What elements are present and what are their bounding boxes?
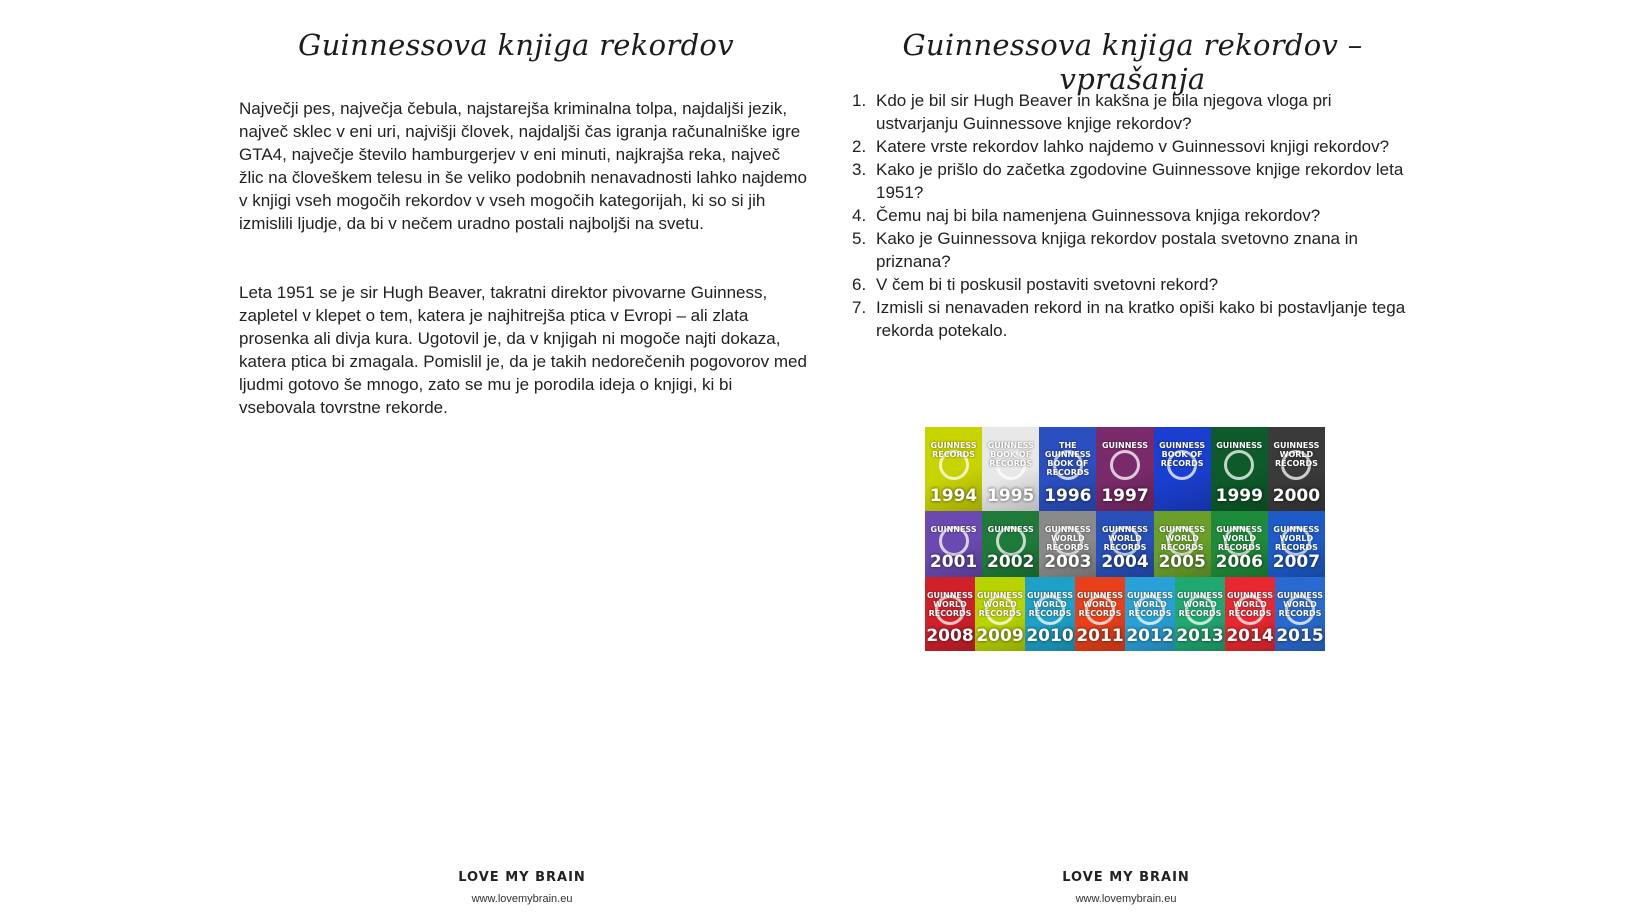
cover-title: GUINNESS WORLD RECORDS (976, 591, 1024, 618)
question-item (852, 204, 1412, 227)
right-page-title: Guinnessova knjiga rekordov – vprašanja (902, 28, 1363, 96)
cover-title: GUINNESS WORLD RECORDS (1276, 591, 1324, 618)
cover-title: THE GUINNESS BOOK OF RECORDS (1044, 441, 1091, 477)
cover-year: 2004 (1101, 552, 1149, 572)
book-cover (925, 577, 976, 651)
question-number: 5. (852, 229, 867, 248)
cover-title: GUINNESS WORLD RECORDS (1159, 525, 1206, 552)
cover-title: GUINNESS BOOK OF RECORDS (987, 441, 1034, 468)
cover-year: 2003 (1044, 552, 1092, 572)
footer-website: www.lovemybrain.eu (471, 893, 573, 905)
cover-title: GUINNESS WORLD RECORDS (926, 591, 974, 618)
question-text: Izmisli si nenavaden rekord in na kratko opiši kako bi postavljanje tega rekorda potekalo. (876, 298, 1406, 340)
question-number: 1. (852, 91, 867, 110)
book-cover (1125, 577, 1176, 651)
question-text: Kdo je bil sir Hugh Beaver in kakšna je bila njegova vloga pri ustvarjanju Guinnessove knjige rekordov? (876, 91, 1332, 133)
cover-title: GUINNESS WORLD RECORDS (1026, 591, 1074, 618)
cover-year: 1999 (1215, 486, 1263, 506)
question-number: 4. (852, 206, 867, 225)
book-cover (1025, 577, 1076, 651)
cover-title: GUINNESS WORLD RECORDS (1126, 591, 1174, 618)
footer-brand-logo: LOVE MY BRAIN (458, 870, 586, 885)
left-page (232, 0, 810, 920)
question-item (852, 227, 1412, 273)
cover-year: 2015 (1276, 626, 1324, 646)
question-text: Katere vrste rekordov lahko najdemo v Guinnessovi knjigi rekordov? (876, 137, 1390, 156)
book-cover (1075, 577, 1126, 651)
cover-year: 2007 (1272, 552, 1321, 572)
cover-year: 2010 (1026, 626, 1074, 646)
question-item (852, 158, 1412, 204)
question-number: 6. (852, 275, 867, 294)
cover-year: 1997 (1101, 486, 1149, 506)
cover-title: GUINNESS WORLD RECORDS (1176, 591, 1224, 618)
cover-title: GUINNESS WORLD RECORDS (1216, 525, 1263, 552)
question-item (852, 89, 1412, 135)
left-footer (432, 870, 612, 906)
cover-year: 2014 (1226, 626, 1274, 646)
question-text: Kako je Guinnessova knjiga rekordov postala svetovno znana in priznana? (876, 229, 1358, 271)
cover-title: GUINNESS (1101, 441, 1149, 450)
question-text: Čemu naj bi bila namenjena Guinnessova knjiga rekordov? (876, 206, 1321, 225)
question-item (852, 273, 1412, 296)
question-number: 2. (852, 137, 867, 156)
right-footer (1036, 870, 1216, 906)
cover-year: 2001 (929, 552, 978, 572)
cover-year: 2009 (976, 626, 1024, 646)
question-number: 3. (852, 160, 867, 179)
cover-title: GUINNESS WORLD RECORDS (1226, 591, 1274, 618)
book-cover (1096, 511, 1154, 578)
cover-year: 2005 (1158, 552, 1206, 572)
book-cover (1225, 577, 1276, 651)
book-cover (925, 427, 983, 512)
cover-year: 2006 (1215, 552, 1263, 572)
intro-paragraph: Največji pes, največja čebula, najstarejša kriminalna tolpa, najdaljši jezik, največ sklec v eni uri, najvišji človek, najdaljši čas igranja računalniške igre GTA4, največje število hamburgerjev v eni minuti, najkrajša reka, največ žlic na človeškem telesu in še veliko podobnih nenavadnosti lahko najdemo v knjigi vseh mogočih rekordov v vseh mogočih kategorijah, ki so si jih izmislili ljudje, da bi v nečem uradno postali najboljši na svetu. (239, 99, 807, 233)
book-cover (925, 511, 983, 578)
cover-title: GUINNESS WORLD RECORDS (1076, 591, 1124, 618)
cover-emblem (1224, 450, 1254, 480)
cover-year: 2000 (1272, 486, 1321, 506)
cover-year: 2012 (1126, 626, 1174, 646)
right-page (845, 0, 1420, 920)
book-cover (1268, 511, 1325, 578)
cover-year: 1994 (929, 486, 978, 506)
book-cover (1039, 427, 1097, 512)
book-cover (1275, 577, 1325, 651)
cover-title: GUINNESS WORLD RECORDS (1044, 525, 1091, 552)
cover-year: 1996 (1044, 486, 1092, 506)
book-cover (975, 577, 1026, 651)
book-cover (982, 427, 1040, 512)
question-list (852, 89, 1412, 342)
guinness-covers-collage (925, 427, 1325, 651)
book-cover (1039, 511, 1097, 578)
book-cover (1211, 511, 1269, 578)
question-number: 7. (852, 298, 867, 317)
book-cover (1175, 577, 1226, 651)
footer-brand-logo: LOVE MY BRAIN (1062, 870, 1190, 885)
cover-year: 2011 (1076, 626, 1124, 646)
question-text: V čem bi ti poskusil postaviti svetovni rekord? (876, 275, 1219, 294)
question-text: Kako je prišlo do začetka zgodovine Guinnessove knjige rekordov leta 1951? (876, 160, 1404, 202)
cover-title: GUINNESS WORLD RECORDS (1101, 525, 1149, 552)
book-cover (1096, 427, 1154, 512)
cover-title: GUINNESS WORLD RECORDS (1273, 441, 1320, 468)
cover-emblem (1110, 450, 1140, 480)
left-page-title: Guinnessova knjiga rekordov (298, 28, 734, 62)
book-cover (1154, 511, 1212, 578)
cover-year: 1995 (987, 486, 1035, 506)
cover-year: 2008 (926, 626, 974, 646)
cover-title: GUINNESS BOOK OF RECORDS (1159, 441, 1206, 468)
cover-title: GUINNESS RECORDS (930, 441, 977, 459)
cover-title: GUINNESS (1216, 441, 1263, 450)
history-paragraph: Leta 1951 se je sir Hugh Beaver, takratni direktor pivovarne Guinness, zapletel v klepet o tem, katera je najhitrejša ptica v Evropi – ali zlata prosenka ali divja kura. Ugotovil je, da v knjigah ni mogoče najti dokaza, katera ptica bi zmagala. Pomislil je, da je takih nedorečenih pogovorov med ljudmi gotovo še mnogo, zato se mu je porodila ideja o knjigi, ki bi vsebovala tovrstne rekorde. (239, 283, 807, 417)
book-cover (1154, 427, 1212, 512)
cover-title: GUINNESS WORLD RECORDS (1273, 525, 1320, 552)
question-item (852, 296, 1412, 342)
cover-title: GUINNESS (987, 525, 1034, 534)
book-cover (1211, 427, 1269, 512)
book-cover (1268, 427, 1325, 512)
cover-year: 2013 (1176, 626, 1224, 646)
book-cover (982, 511, 1040, 578)
question-item (852, 135, 1412, 158)
cover-year: 2002 (987, 552, 1035, 572)
footer-website: www.lovemybrain.eu (1075, 893, 1177, 905)
cover-title: GUINNESS (930, 525, 977, 534)
